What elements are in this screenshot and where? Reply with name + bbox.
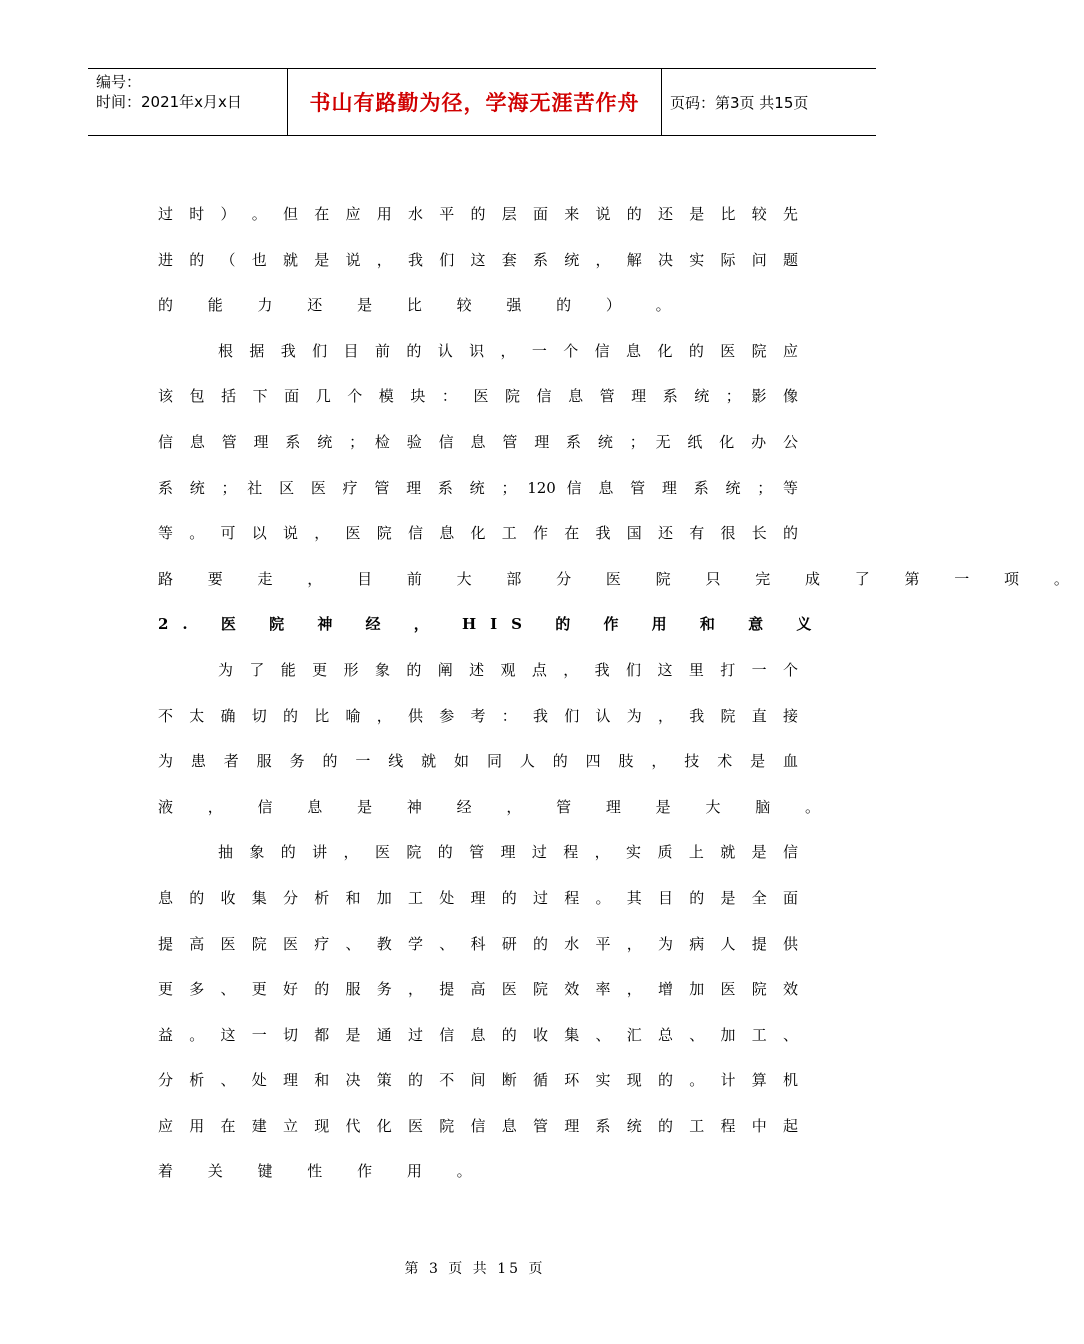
header-motto: 书山有路勤为径，学海无涯苦作舟 [309,91,640,115]
body-line: 路 要 走 ， 目 前 大 部 分 医 院 只 完 成 了 第 一 项 。 [158,569,1084,588]
body-line: 根 据 我 们 目 前 的 认 识 ， 一 个 信 息 化 的 医 院 应 [218,341,798,360]
section-heading: 2. 医 院 神 经 ， HIS 的 作 用 和 意 义 [158,615,826,634]
header-page-label: 页码：第3页 共15页 [670,93,809,112]
body-line: 提 高 医 院 医 疗 、 教 学 、 科 研 的 水 平 ， 为 病 人 提 供 [158,934,798,953]
body-line: 更 多 、 更 好 的 服 务 ， 提 高 医 院 效 率 ， 增 加 医 院 效 [158,980,798,999]
body-line: 的 能 力 还 是 比 较 强 的 ） 。 [158,296,686,315]
header-meta-cell [88,69,288,135]
document-body [158,199,1084,1202]
body-line: 系 统 ； 社 区 医 疗 管 理 系 统 ； 120 信 息 管 理 系 统 ； 等 [158,478,798,497]
page-footer: 第 3 页 共 15 页 [404,1261,546,1277]
body-line: 液 ， 信 息 是 神 经 ， 管 理 是 大 脑 。 [158,797,835,816]
body-line: 为 患 者 服 务 的 一 线 就 如 同 人 的 四 肢 ， 技 术 是 血 [158,752,798,771]
header-motto-cell [288,69,662,135]
body-line: 过 时 ） 。 但 在 应 用 水 平 的 层 面 来 说 的 还 是 比 较 先 [158,205,798,223]
body-line: 抽 象 的 讲 ， 医 院 的 管 理 过 程 ， 实 质 上 就 是 信 [218,843,798,862]
body-line: 着 关 键 性 作 用 。 [158,1162,487,1181]
body-line: 该 包 括 下 面 几 个 模 块 ： 医 院 信 息 管 理 系 统 ； 影 像 [158,387,798,406]
document-time-label: 时间：2021年x月x日 [96,93,242,111]
body-line: 信 息 管 理 系 统 ； 检 验 信 息 管 理 系 统 ； 无 纸 化 办 公 [158,432,798,451]
body-line: 息 的 收 集 分 析 和 加 工 处 理 的 过 程 。 其 目 的 是 全 面 [158,888,798,907]
document-number-label: 编号： [96,73,142,91]
body-line: 益 。 这 一 切 都 是 通 过 信 息 的 收 集 、 汇 总 、 加 工 、 [158,1025,798,1044]
body-line: 为 了 能 更 形 象 的 阐 述 观 点 ， 我 们 这 里 打 一 个 [218,660,798,679]
header-table [88,68,876,136]
body-line: 分 析 、 处 理 和 决 策 的 不 间 断 循 环 实 现 的 。 计 算 机 [158,1071,798,1090]
body-line: 不 太 确 切 的 比 喻 ， 供 参 考 ： 我 们 认 为 ， 我 院 直 接 [158,706,798,725]
body-line: 进 的 （ 也 就 是 说 ， 我 们 这 套 系 统 ， 解 决 实 际 问 题 [158,250,798,269]
body-line: 等 。 可 以 说 ， 医 院 信 息 化 工 作 在 我 国 还 有 很 长 的 [158,524,798,543]
header-page-cell [662,69,876,135]
body-line: 应 用 在 建 立 现 代 化 医 院 信 息 管 理 系 统 的 工 程 中 起 [158,1116,798,1135]
